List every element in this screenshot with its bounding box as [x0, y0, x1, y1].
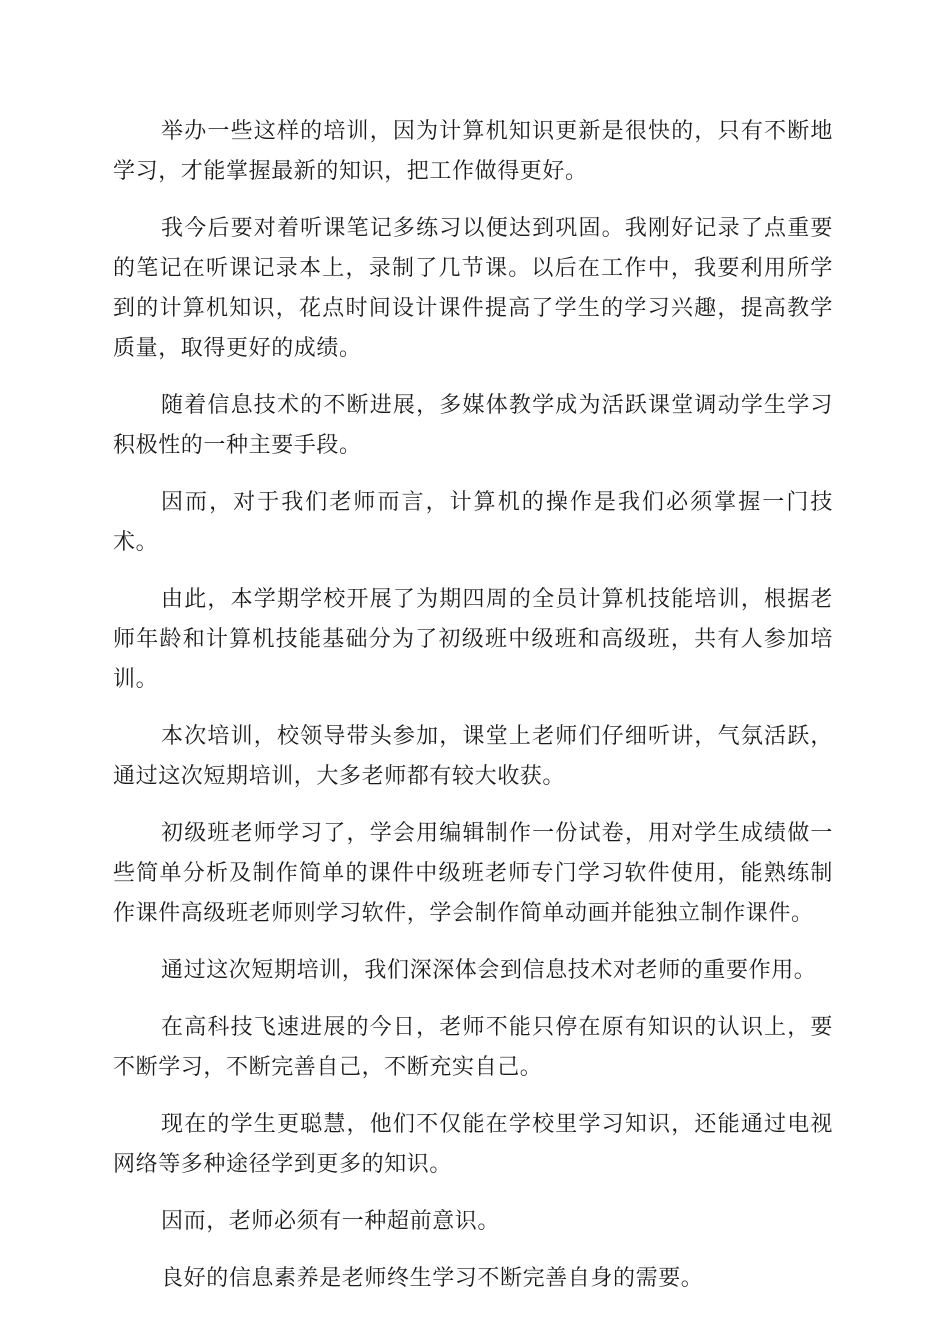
paragraph-10: 现在的学生更聪慧，他们不仅能在学校里学习知识，还能通过电视网络等多种途径学到更多的知识。 — [113, 1112, 833, 1177]
paragraph-4: 因而，对于我们老师而言，计算机的操作是我们必须掌握一门技术。 — [113, 490, 833, 555]
paragraph-1: 举办一些这样的培训，因为计算机知识更新是很快的，只有不断地学习，才能掌握最新的知识，把工作做得更好。 — [113, 119, 833, 184]
paragraph-12: 良好的信息素养是老师终生学习不断完善自身的需要。 — [161, 1266, 704, 1291]
document-body — [113, 112, 833, 1316]
paragraph-5: 由此，本学期学校开展了为期四周的全员计算机技能培训，根据老师年龄和计算机技能基础分为了初级班中级班和高级班，共有人参加培训。 — [113, 587, 833, 692]
paragraph-8: 通过这次短期培训，我们深深体会到信息技术对老师的重要作用。 — [161, 958, 817, 983]
paragraph-3: 随着信息技术的不断进展，多媒体教学成为活跃课堂调动学生学习积极性的一种主要手段。 — [113, 393, 833, 458]
paragraph-2: 我今后要对着听课笔记多练习以便达到巩固。我刚好记录了点重要的笔记在听课记录本上，录制了几节课。以后在工作中，我要利用所学到的计算机知识，花点时间设计课件提高了学生的学习兴趣，提高教学质量，取得更好的成绩。 — [113, 216, 833, 361]
paragraph-11: 因而，老师必须有一种超前意识。 — [161, 1209, 501, 1234]
paragraph-7: 初级班老师学习了，学会用编辑制作一份试卷，用对学生成绩做一些简单分析及制作简单的课件中级班老师专门学习软件使用，能熟练制作课件高级班老师则学习软件，学会制作简单动画并能独立制作课件。 — [113, 821, 833, 926]
paragraph-9: 在高科技飞速进展的今日，老师不能只停在原有知识的认识上，要不断学习，不断完善自己，不断充实自己。 — [113, 1015, 833, 1080]
paragraph-6: 本次培训，校领导带头参加，课堂上老师们仔细听讲，气氛活跃，通过这次短期培训，大多老师都有较大收获。 — [113, 724, 833, 789]
